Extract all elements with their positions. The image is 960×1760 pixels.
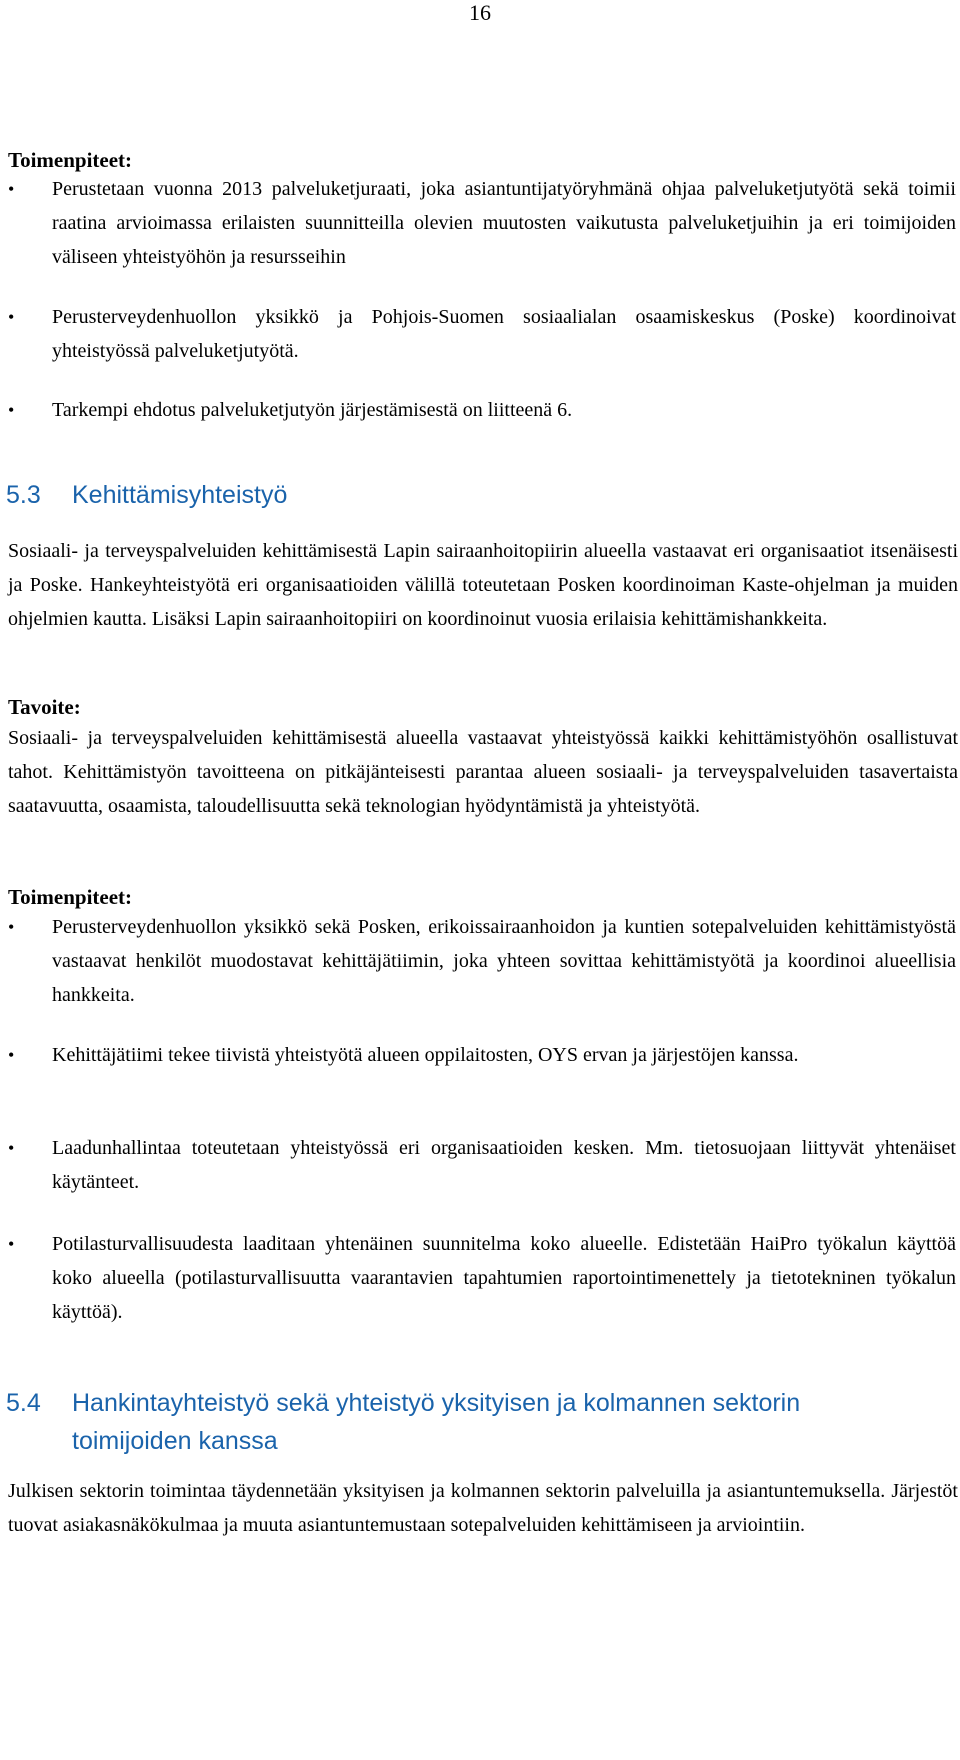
list-item (8, 1038, 958, 1106)
section-heading-5-4 (6, 1384, 800, 1460)
bullet-icon: • (8, 400, 15, 420)
list-item (8, 1131, 958, 1199)
section-title-line-2: toimijoiden kanssa (72, 1427, 278, 1455)
paragraph-kehittamisyhteistyo: Sosiaali- ja terveyspalveluiden kehittämisestä Lapin sairaanhoitopiirin alueella vastaavat eri organisaatiot itsenäisesti ja Poske. Hankeyhteistyötä eri organisaatioiden välillä toteutetaan Posken koordinoiman Kaste-ohjelman ja muiden ohjelmien kautta. Lisäksi Lapin sairaanhoitopiiri on koordinoinut vuosia erilaisia kehittämishankkeita. (8, 540, 958, 630)
section-title (72, 1384, 800, 1460)
section-title: Kehittämisyhteistyö (72, 481, 288, 509)
list-item (8, 172, 958, 274)
list-item (8, 300, 958, 368)
heading-toimenpiteet-2: Toimenpiteet: (8, 885, 133, 909)
paragraph-tavoite: Sosiaali- ja terveyspalveluiden kehittämisestä alueella vastaavat yhteistyössä kaikki kehittämistyöhön osallistuvat tahot. Kehittämistyön tavoitteena on pitkäjänteisesti parantaa alueen sosiaali- ja terveyspalveluiden tasavertaista saatavuutta, osaamista, taloudellisuutta sekä teknologian hyödyntämistä ja yhteistyötä. (8, 727, 958, 817)
list-item-text: Perusterveydenhuollon yksikkö ja Pohjois-Suomen sosiaalialan osaamiskeskus (Poske) koordinoivat yhteistyössä palveluketjutyötä. (52, 306, 956, 362)
bullet-icon: • (8, 307, 15, 327)
bullet-icon: • (8, 1138, 15, 1158)
bullet-icon: • (8, 917, 15, 937)
paragraph-hankintayhteistyo: Julkisen sektorin toimintaa täydennetään yksityisen ja kolmannen sektorin palveluilla ja asiantuntemuksella. Järjestöt tuovat asiakasnäkökulmaa ja muuta asiantuntemustaan sotepalveluiden kehittämiseen ja arviointiin. (8, 1480, 958, 1536)
list-item (8, 910, 958, 1012)
list-item-text: Perustetaan vuonna 2013 palveluketjuraati, joka asiantuntijatyöryhmänä ohjaa palveluketjutyötä sekä toimii raatina arvioimassa erilaisten suunnitteilla olevien muutosten vaikutusta palveluketjuihin ja eri toimijoiden väliseen yhteistyöhön ja resursseihin (52, 178, 956, 268)
page-number: 16 (469, 0, 491, 25)
list-item-text: Perusterveydenhuollon yksikkö sekä Posken, erikoissairaanhoidon ja kuntien sotepalveluiden kehittämistyöstä vastaavat henkilöt muodostavat kehittäjätiimin, joka yhteen sovittaa kehittämistyötä ja koordinoi alueellisia hankkeita. (52, 916, 956, 1006)
list-item-text: Kehittäjätiimi tekee tiivistä yhteistyötä alueen oppilaitosten, OYS ervan ja järjestöjen kanssa. (52, 1044, 799, 1066)
bullet-icon: • (8, 179, 15, 199)
list-item (8, 1227, 958, 1329)
section-heading-5-3 (6, 476, 287, 514)
list-item-text: Tarkempi ehdotus palveluketjutyön järjestämisestä on liitteenä 6. (52, 399, 573, 421)
heading-toimenpiteet-1: Toimenpiteet: (8, 148, 133, 172)
heading-tavoite: Tavoite: (8, 695, 81, 719)
section-number: 5.3 (6, 481, 41, 509)
list-item-text: Laadunhallintaa toteutetaan yhteistyössä eri organisaatioiden kesken. Mm. tietosuojaan liittyvät yhtenäiset käytänteet. (52, 1137, 956, 1193)
bullet-icon: • (8, 1045, 15, 1065)
section-number: 5.4 (6, 1389, 41, 1417)
list-item (8, 393, 958, 427)
section-title-line-1: Hankintayhteistyö sekä yhteistyö yksityisen ja kolmannen sektorin (72, 1389, 801, 1417)
list-item-text: Potilasturvallisuudesta laaditaan yhtenäinen suunnitelma koko alueelle. Edistetään HaiPro työkalun käyttöä koko alueella (potilasturvallisuutta vaarantavien tapahtumien raportointimenettely ja tietotekninen työkalun käyttöä). (52, 1233, 956, 1323)
bullet-icon: • (8, 1234, 15, 1254)
